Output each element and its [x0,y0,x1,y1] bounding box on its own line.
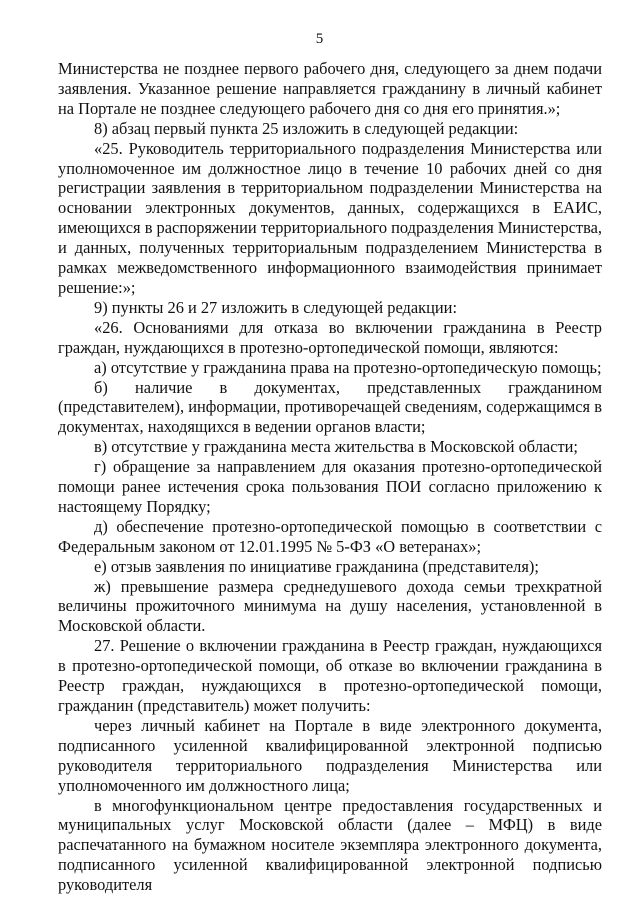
paragraph-clause-27: 27. Решение о включении гражданина в Реестр граждан, нуждающихся в протезно-ортопедической помощи, об отказе во включении гражданина в Реестр граждан, нуждающихся в протезно-ортопедической помощи, гражданин (представитель) может получить: [58,636,602,715]
option-mfc: в многофункциональном центре предоставления государственных и муниципальных услуг Московской области (далее – МФЦ) в виде распечатанного на бумажном носителе экземпляра электронного документа, подписанного усиленной квалифицированной электронной подписью руководителя [58,795,602,895]
list-item-e: е) отзыв заявления по инициативе гражданина (представителя); [94,556,539,576]
list-item-zh: ж) превышение размера среднедушевого дохода семьи трехкратной величины прожиточного минимума на душу населения, установленной в Московской области. [58,576,602,636]
page-number: 5 [315,31,324,47]
document-body [58,59,602,895]
list-item-b: б) наличие в документах, представленных гражданином (представителем), информации, противоречащей сведениям, содержащимся в документах, находящихся в ведении органов власти; [58,377,602,437]
list-item-d: д) обеспечение протезно-ортопедической помощью в соответствии с Федеральным законом от 12.01.1995 № 5-ФЗ «О ветеранах»; [58,516,602,556]
list-item-v: в) отсутствие у гражданина места жительства в Московской области; [94,437,578,457]
list-item-g: г) обращение за направлением для оказания протезно-ортопедической помощи ранее истечения срока пользования ПОИ согласно приложению к настоящему Порядку; [58,457,602,516]
paragraph-clause-26: «26. Основаниями для отказа во включении гражданина в Реестр граждан, нуждающихся в протезно-ортопедической помощи, являются: [58,317,602,357]
paragraph-item-8: 8) абзац первый пункта 25 изложить в следующей редакции: [94,118,519,138]
paragraph-continuation: Министерства не позднее первого рабочего дня, следующего за днем подачи заявления. Указанное решение направляется гражданину в личный кабинет на Портале не позднее следующего рабочего дня со дня его принятия.»; [58,59,602,118]
paragraph-clause-25: «25. Руководитель территориального подразделения Министерства или уполномоченное им должностное лицо в течение 10 рабочих дней со дня регистрации заявления в территориальном подразделении Министерства на основании электронных документов, данных, содержащихся в ЕАИС, имеющихся в распоряжении территориального подразделения Министерства, и данных, полученных территориальным подразделением Министерства в рамках межведомственного информационного взаимодействия принимает решение:»; [58,138,602,297]
paragraph-item-9: 9) пункты 26 и 27 изложить в следующей редакции: [94,297,457,317]
list-item-a: а) отсутствие у гражданина права на протезно-ортопедическую помощь; [94,357,602,377]
option-personal-cabinet: через личный кабинет на Портале в виде электронного документа, подписанного усиленной квалифицированной электронной подписью руководителя территориального подразделения Министерства или уполномоченного им должностного лица; [58,715,602,795]
